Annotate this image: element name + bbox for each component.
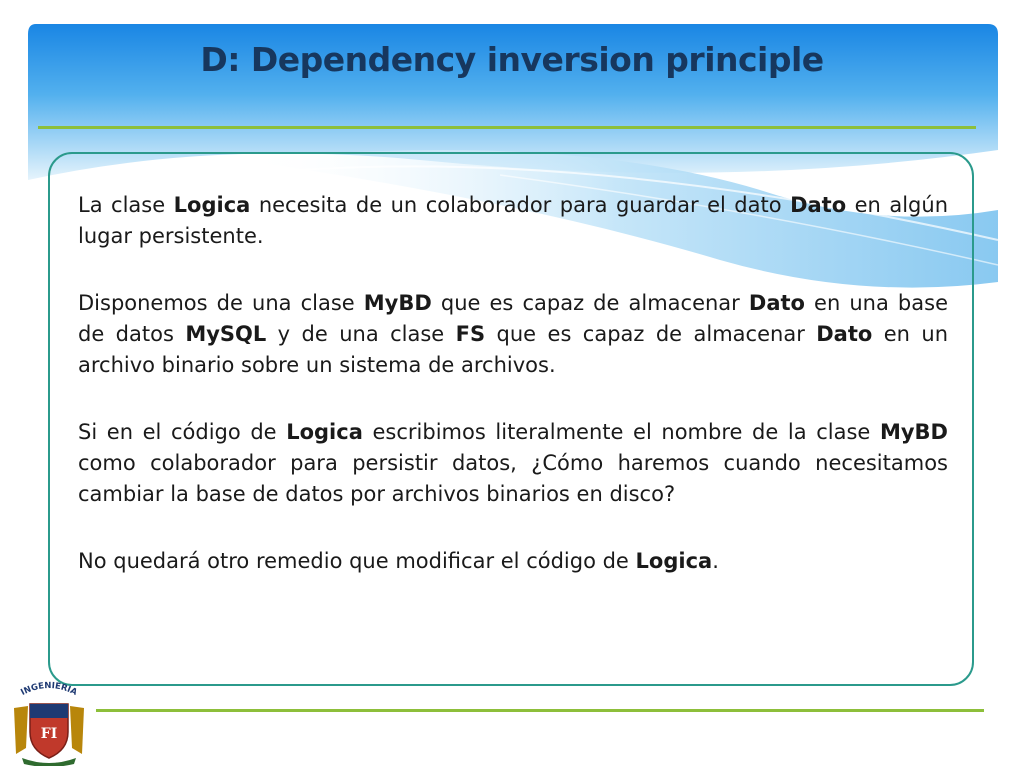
header-divider — [38, 126, 976, 129]
text-run: en una base de datos — [78, 291, 948, 346]
bold-term: Dato — [816, 322, 873, 346]
bold-term: Dato — [748, 291, 805, 315]
bold-term: FS — [455, 322, 486, 346]
paragraph — [78, 190, 948, 252]
text-run: y de una clase — [266, 322, 456, 346]
ingenieria-logo-icon — [8, 678, 90, 766]
bold-term: Logica — [286, 420, 363, 444]
bold-term: MySQL — [185, 322, 267, 346]
paragraph — [78, 288, 948, 381]
logo-text: INGENIERIA — [19, 680, 79, 698]
text-run: Disponemos de una clase — [78, 291, 364, 315]
slide-title: D: Dependency inversion principle — [200, 40, 824, 79]
text-run: que es capaz de almacenar — [431, 291, 749, 315]
bold-term: Logica — [173, 193, 251, 217]
text-run: . — [712, 549, 719, 573]
text-run: en un archivo binario sobre un sistema de archivos. — [78, 322, 949, 377]
bold-term: Dato — [790, 193, 847, 217]
text-run: No quedará otro remedio que modificar el código de — [78, 549, 636, 573]
svg-text:INGENIERIA — [19, 681, 79, 698]
text-run: en algún lugar persistente. — [78, 193, 949, 248]
bold-term: Logica — [635, 549, 713, 573]
text-run: que es capaz de almacenar — [485, 322, 817, 346]
logo-monogram: FI — [40, 726, 58, 742]
bold-term: MyBD — [363, 291, 432, 315]
paragraph — [78, 417, 948, 510]
text-run: escribimos literalmente el nombre de la clase — [362, 420, 880, 444]
footer-divider — [96, 709, 984, 712]
text-run: como colaborador para persistir datos, ¿Cómo haremos cuando necesitamos cambiar la base de datos por archivos binarios en disco? — [78, 451, 948, 506]
bold-term: MyBD — [879, 420, 948, 444]
body-text — [78, 190, 948, 613]
text-run: necesita de un colaborador para guardar el dato — [250, 193, 791, 217]
text-run: Si en el código de — [78, 420, 287, 444]
paragraph — [78, 546, 948, 577]
text-run: La clase — [78, 193, 174, 217]
